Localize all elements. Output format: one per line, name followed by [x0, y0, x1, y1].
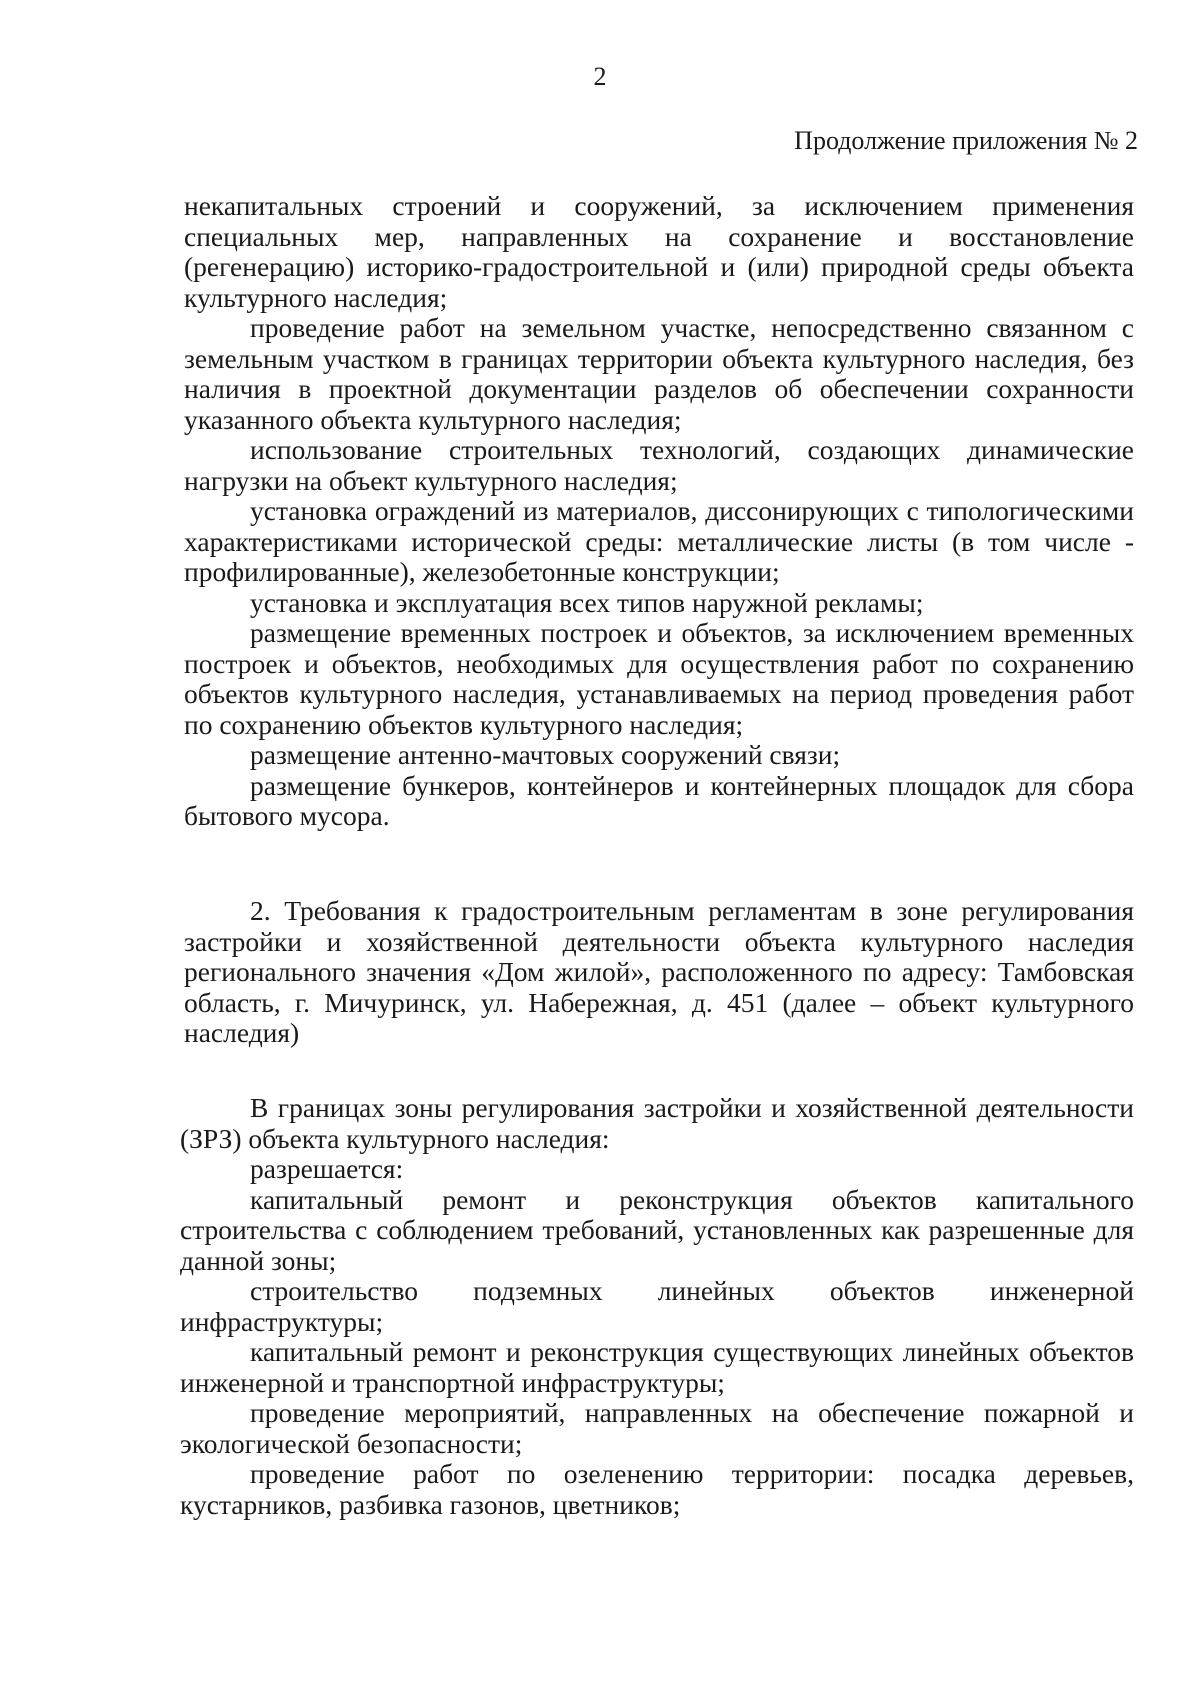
list-item: проведение работ на земельном участке, непосредственно связанном с земельным участком в границах территории объекта культурного наследия, без наличия в проектной документации разделов об обеспечении сохранности указанного объекта культурного наследия; — [184, 312, 1134, 435]
list-item: установка ограждений из материалов, диссонирующих с типологическими характеристиками исторической среды: металлические листы (в том числе - профилированные), железобетонные конструкции; — [184, 495, 1134, 587]
list-item: размещение бункеров, контейнеров и контейнерных площадок для сбора бытового мусора. — [184, 769, 1134, 831]
list-item: проведение мероприятий, направленных на обеспечение пожарной и экологической безопасности; — [180, 1397, 1134, 1459]
prohibited-list — [184, 191, 1134, 832]
allowed-label: разрешается: — [250, 1153, 404, 1184]
list-item: размещение временных построек и объектов, за исключением временных построек и объектов, необходимых для осуществления работ по сохранению объектов культурного наследия, устанавливаемых на период проведения работ по сохранению объектов культурного наследия; — [184, 617, 1134, 740]
list-item: капитальный ремонт и реконструкция объектов капитального строительства с соблюдением требований, установленных как разрешенные для данной зоны; — [180, 1183, 1134, 1276]
list-item: строительство подземных линейных объектов инженерной инфраструктуры; — [180, 1275, 1134, 1337]
list-item: проведение работ по озеленению территории: посадка деревьев, кустарников, разбивка газонов, цветников; — [180, 1458, 1134, 1520]
list-item: некапитальных строений и сооружений, за исключением применения специальных мер, направленных на сохранение и восстановление (регенерацию) историко-градостроительной и (или) природной среды объекта культурного наследия; — [184, 190, 1134, 313]
section-2 — [184, 896, 1134, 1049]
zrz-section — [180, 1093, 1134, 1520]
section-heading: 2. Требования к градостроительным регламентам в зоне регулирования застройки и хозяйственной деятельности объекта культурного наследия регионального значения «Дом жилой», расположенного по адресу: Тамбовская область, г. Мичуринск, ул. Набережная, д. 451 (далее – объект культурного наследия) — [184, 895, 1134, 1048]
zrz-intro: В границах зоны регулирования застройки и хозяйственной деятельности (ЗРЗ) объекта культурного наследия: — [180, 1092, 1134, 1154]
list-item: установка и эксплуатация всех типов наружной рекламы; — [250, 586, 924, 618]
list-item: капитальный ремонт и реконструкция существующих линейных объектов инженерной и транспортной инфраструктуры; — [180, 1336, 1134, 1398]
page-number: 2 — [593, 62, 607, 91]
list-item: использование строительных технологий, создающих динамические нагрузки на объект культурного наследия; — [184, 434, 1134, 496]
appendix-note: Продолжение приложения № 2 — [794, 126, 1138, 155]
list-item: размещение антенно-мачтовых сооружений связи; — [250, 739, 841, 770]
